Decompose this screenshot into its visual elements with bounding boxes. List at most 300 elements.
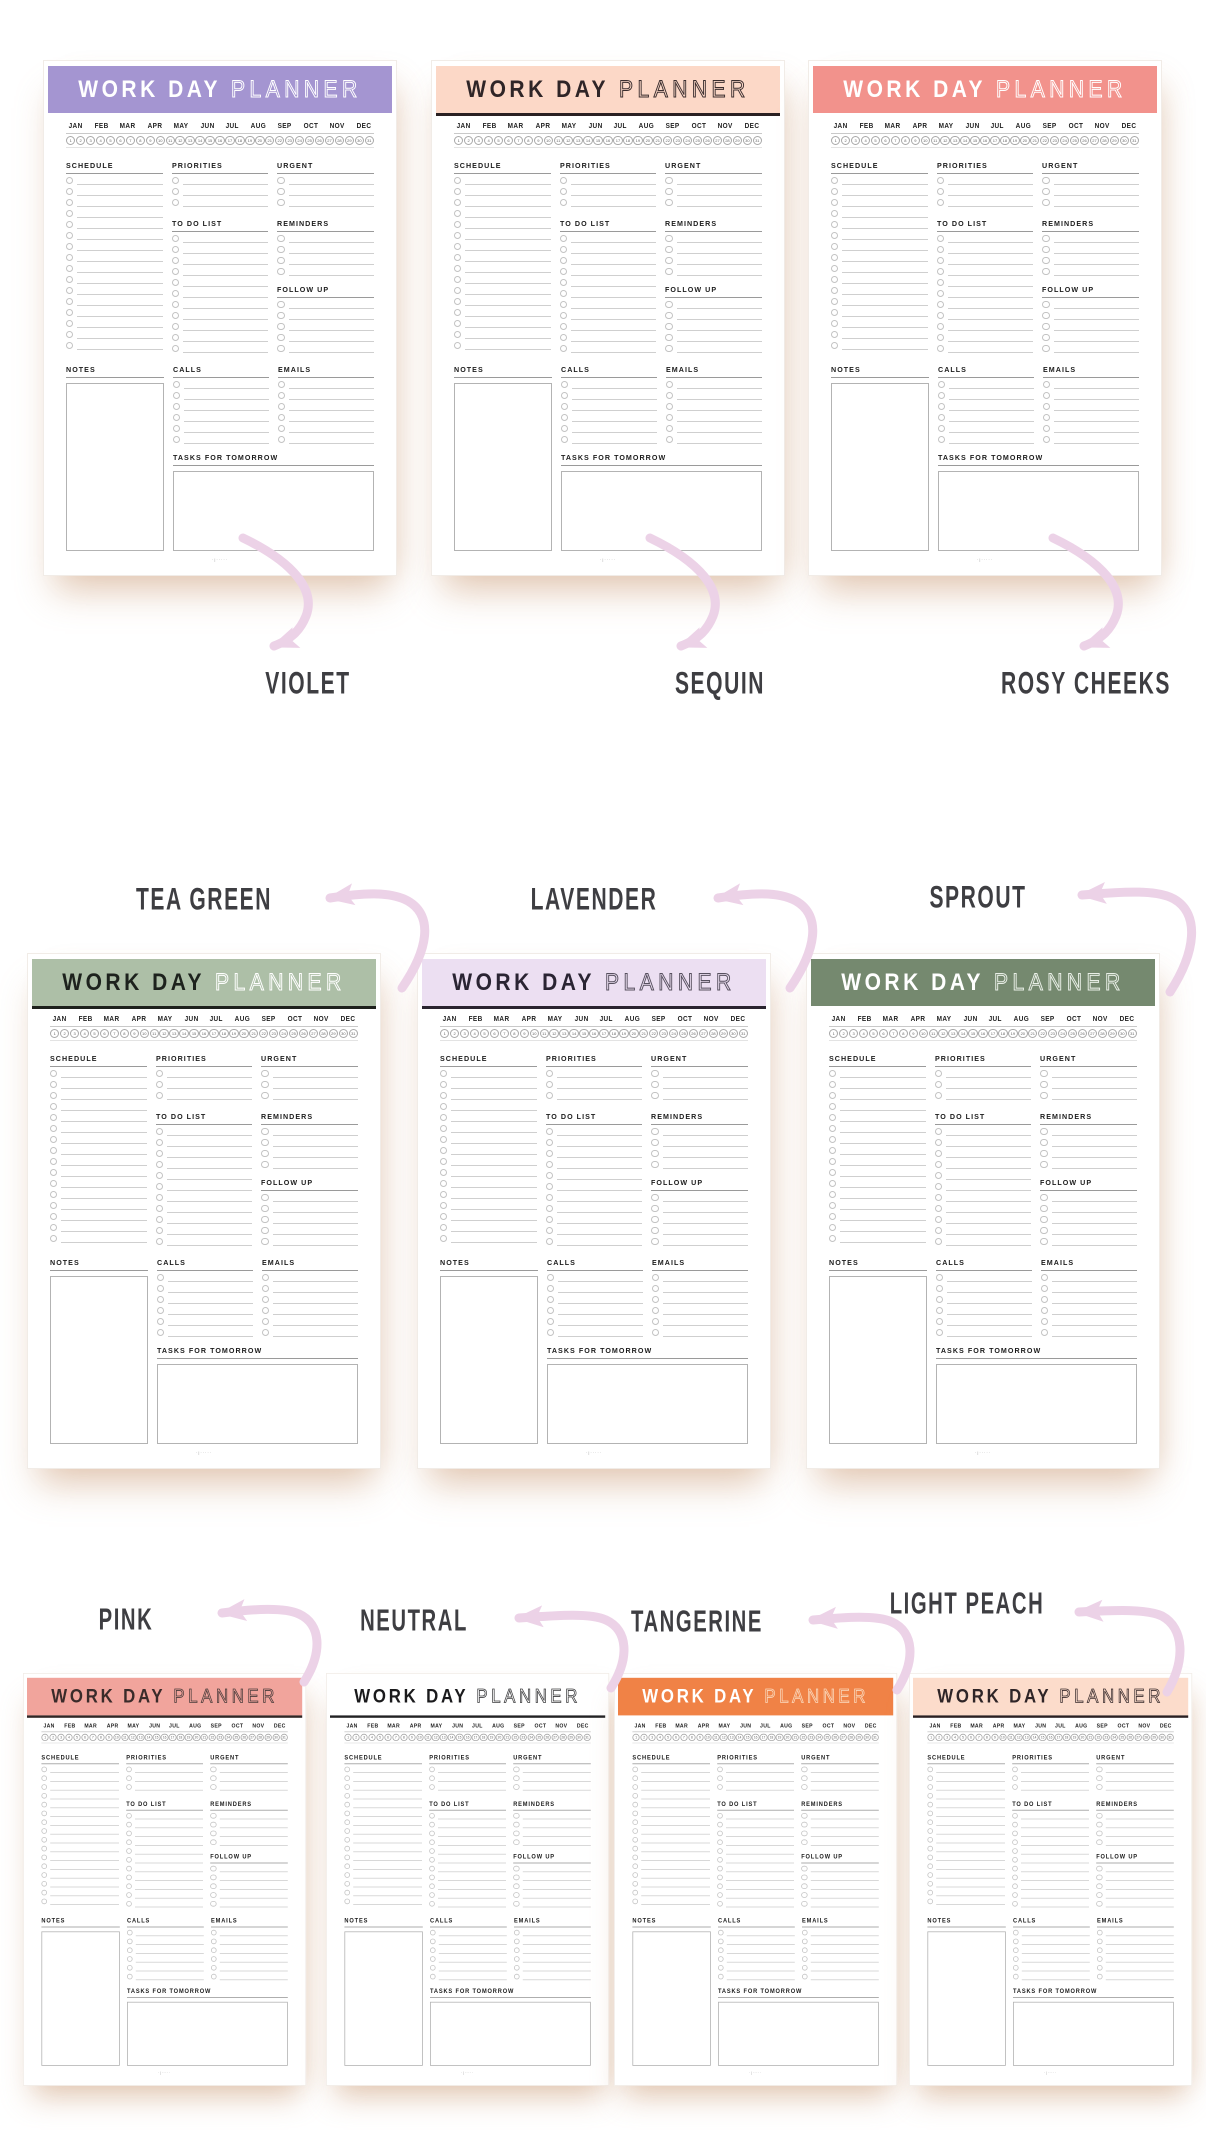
write-line xyxy=(1052,1234,1137,1246)
list-line xyxy=(41,1897,118,1906)
bullet-circle-icon xyxy=(261,1194,268,1201)
bullet-circle-icon xyxy=(927,1793,933,1799)
section-reminders xyxy=(277,219,374,276)
write-line xyxy=(439,1971,507,1981)
write-line xyxy=(61,1231,146,1243)
bullet-circle-icon xyxy=(210,1901,216,1907)
bullet-circle-icon xyxy=(41,1828,47,1834)
write-line xyxy=(183,341,268,353)
bullet-circle-icon xyxy=(454,232,461,239)
list-line xyxy=(277,265,374,276)
month-label: JUN xyxy=(588,122,603,130)
section-label-text: TO DO LIST xyxy=(1011,1800,1053,1808)
month-label: FEB xyxy=(63,1723,76,1729)
bullet-circle-icon xyxy=(277,235,284,242)
bullet-circle-icon xyxy=(1013,1974,1019,1980)
month-label: MAR xyxy=(882,1015,899,1023)
bullet-circle-icon xyxy=(651,1150,658,1157)
bullet-circle-icon xyxy=(211,1965,217,1971)
planner-header xyxy=(48,66,392,113)
month-label: JUL xyxy=(988,1015,1003,1023)
month-label: SEP xyxy=(277,122,292,130)
date-number: 18 xyxy=(178,1735,183,1740)
date-number: 21 xyxy=(202,1735,207,1740)
month-label: MAR xyxy=(387,1723,401,1729)
bullet-circle-icon xyxy=(666,425,673,432)
bullet-circle-icon xyxy=(277,334,284,341)
bullet-circle-icon xyxy=(278,392,285,399)
bullet-circle-icon xyxy=(1096,1892,1102,1898)
bottom-area xyxy=(440,1258,748,1444)
write-line xyxy=(948,195,1033,207)
date-number: 29 xyxy=(733,136,742,145)
date-number: 11 xyxy=(712,1734,720,1742)
bullet-circle-icon xyxy=(927,1784,933,1790)
section-followup xyxy=(1040,1178,1137,1246)
date-number: 3 xyxy=(360,1734,368,1742)
list-line xyxy=(211,1972,288,1981)
bullet-circle-icon xyxy=(665,235,672,242)
column-calls xyxy=(718,1917,795,1980)
bullet-circle-icon xyxy=(938,425,945,432)
section-label-text: URGENT xyxy=(277,161,314,171)
notes-box xyxy=(41,1932,119,2066)
date-number: 14 xyxy=(449,1735,454,1740)
bullet-circle-icon xyxy=(513,1892,519,1898)
write-line xyxy=(184,432,269,444)
bullet-circle-icon xyxy=(1012,1892,1018,1898)
bullet-circle-icon xyxy=(831,276,838,283)
bullet-circle-icon xyxy=(936,1329,943,1336)
bullet-circle-icon xyxy=(1097,1948,1103,1954)
bullet-circle-icon xyxy=(829,1191,836,1198)
section-followup xyxy=(210,1853,287,1907)
bullet-circle-icon xyxy=(513,1813,519,1819)
section-label-text: TO DO LIST xyxy=(155,1112,206,1122)
date-number: 17 xyxy=(599,1029,608,1038)
bullet-circle-icon xyxy=(173,381,180,388)
bullet-circle-icon xyxy=(665,188,672,195)
date-number: 7 xyxy=(89,1734,97,1742)
bullet-circle-icon xyxy=(831,243,838,250)
section-emails xyxy=(262,1258,358,1337)
color-label-tea-green xyxy=(117,881,292,917)
bullet-circle-icon xyxy=(429,1892,435,1898)
section-reminders xyxy=(1040,1112,1137,1169)
bullet-circle-icon xyxy=(261,1070,268,1077)
month-label: OCT xyxy=(534,1723,547,1729)
header-rule xyxy=(436,113,780,116)
bullet-circle-icon xyxy=(831,210,838,217)
date-number: 23 xyxy=(1050,136,1059,145)
bullet-circle-icon xyxy=(50,1136,57,1143)
date-number: 14 xyxy=(583,136,592,145)
calls-emails-row xyxy=(430,1917,591,1980)
color-label-pink xyxy=(91,1601,161,1637)
bullet-circle-icon xyxy=(560,345,567,352)
list-line xyxy=(127,1972,204,1981)
column-calls xyxy=(938,365,1034,444)
notes-section xyxy=(831,365,929,551)
planner-card-pink xyxy=(23,1673,306,2086)
write-line xyxy=(168,1325,253,1337)
bullet-circle-icon xyxy=(560,334,567,341)
color-label-text: TEA GREEN xyxy=(135,881,273,917)
date-number: 28 xyxy=(1100,136,1109,145)
color-label-text: SPROUT xyxy=(929,879,1027,915)
write-line xyxy=(936,1896,1004,1906)
calls-emails-tasks-area xyxy=(547,1258,748,1444)
bullet-circle-icon xyxy=(717,1776,723,1782)
month-label: MAR xyxy=(507,122,524,130)
bullet-circle-icon xyxy=(261,1205,268,1212)
bullet-circle-icon xyxy=(632,1811,638,1817)
bullet-circle-icon xyxy=(665,268,672,275)
bullet-circle-icon xyxy=(937,188,944,195)
calls-emails-row xyxy=(1013,1917,1174,1980)
column-calls xyxy=(547,1258,643,1337)
date-number: 2 xyxy=(841,136,850,145)
month-label: AUG xyxy=(638,122,655,130)
bullet-circle-icon xyxy=(278,381,285,388)
section-calls xyxy=(173,365,269,444)
bullet-circle-icon xyxy=(344,1820,350,1826)
bullet-circle-icon xyxy=(127,1974,133,1980)
write-line xyxy=(663,1234,748,1246)
bullet-circle-icon xyxy=(1040,1205,1047,1212)
bottom-area xyxy=(66,365,374,551)
column-emails xyxy=(666,365,762,444)
planner-column xyxy=(1040,1054,1137,1246)
month-label: AUG xyxy=(1015,122,1032,130)
bullet-circle-icon xyxy=(546,1227,553,1234)
planner-column xyxy=(546,1054,643,1246)
date-number: 27 xyxy=(1088,1029,1097,1038)
bullet-circle-icon xyxy=(156,1128,163,1135)
section-label-text: REMINDERS xyxy=(801,1800,844,1808)
write-line xyxy=(135,1898,203,1908)
bullet-circle-icon xyxy=(938,403,945,410)
section-emails xyxy=(1097,1917,1174,1980)
bullet-circle-icon xyxy=(1040,1161,1047,1168)
title-workday: WORK DAY xyxy=(466,75,610,103)
section-schedule xyxy=(440,1054,537,1243)
date-number: 20 xyxy=(255,136,264,145)
date-number: 4 xyxy=(96,136,105,145)
bullet-circle-icon xyxy=(829,1213,836,1220)
bullet-circle-icon xyxy=(651,1139,658,1146)
month-label: AUG xyxy=(492,1723,505,1729)
list-line xyxy=(261,1158,358,1169)
list-line xyxy=(651,1089,748,1100)
month-label: AUG xyxy=(780,1723,793,1729)
bullet-circle-icon xyxy=(41,1767,47,1773)
list-line xyxy=(547,1326,643,1337)
calls-emails-tasks-area xyxy=(561,365,762,551)
bullet-circle-icon xyxy=(718,1948,724,1954)
column-emails xyxy=(1043,365,1139,444)
planner-card-light-peach xyxy=(909,1673,1192,2086)
write-line xyxy=(842,338,927,350)
section-label-text: FOLLOW UP xyxy=(261,1178,314,1188)
date-number: 20 xyxy=(629,1029,638,1038)
section-label-text: EMAILS xyxy=(651,1258,686,1268)
date-number: 9 xyxy=(909,1029,918,1038)
section-label-text: PRIORITIES xyxy=(428,1754,470,1762)
month-label: MAY xyxy=(1013,1723,1026,1729)
month-label: AUG xyxy=(250,122,267,130)
month-label: APR xyxy=(409,1723,422,1729)
planner-column xyxy=(1042,161,1139,353)
month-label: DEC xyxy=(356,122,372,130)
write-line xyxy=(522,1837,590,1847)
date-number: 20 xyxy=(643,136,652,145)
date-number: 15 xyxy=(970,136,979,145)
month-label: OCT xyxy=(231,1723,244,1729)
bullet-circle-icon xyxy=(440,1169,447,1176)
section-label-notes xyxy=(66,365,164,378)
list-line xyxy=(1041,1326,1137,1337)
brand-mark: ·|····· xyxy=(158,2070,172,2075)
date-number: 22 xyxy=(1096,1735,1101,1740)
section-label-text: FOLLOW UP xyxy=(1040,1178,1093,1188)
date-number: 3 xyxy=(86,136,95,145)
bullet-circle-icon xyxy=(937,246,944,253)
date-number: 6 xyxy=(116,136,125,145)
list-line xyxy=(126,1899,203,1908)
bullet-circle-icon xyxy=(277,312,284,319)
month-label: NOV xyxy=(1094,122,1110,130)
bullet-circle-icon xyxy=(801,1831,807,1837)
bullet-circle-icon xyxy=(41,1820,47,1826)
bullet-circle-icon xyxy=(1042,257,1049,264)
section-label-text: FOLLOW UP xyxy=(665,285,718,295)
bullet-circle-icon xyxy=(66,221,73,228)
section-urgent xyxy=(277,161,374,207)
bullet-circle-icon xyxy=(278,436,285,443)
bullet-circle-icon xyxy=(935,1227,942,1234)
list-line xyxy=(935,1235,1032,1246)
bullet-circle-icon xyxy=(1013,1948,1019,1954)
bullet-circle-icon xyxy=(454,199,461,206)
bullet-circle-icon xyxy=(126,1875,132,1881)
date-number: 21 xyxy=(1030,136,1039,145)
bullet-circle-icon xyxy=(665,312,672,319)
write-line xyxy=(558,1325,643,1337)
bottom-area xyxy=(632,1917,878,2066)
bullet-circle-icon xyxy=(41,1846,47,1852)
date-number: 4 xyxy=(80,1029,89,1038)
calls-emails-row xyxy=(718,1917,879,1980)
date-number: 3 xyxy=(943,1734,951,1742)
date-number: 28 xyxy=(709,1029,718,1038)
brand-mark: ·|····· xyxy=(599,557,617,563)
bullet-circle-icon xyxy=(278,414,285,421)
date-number: 18 xyxy=(769,1735,774,1740)
bullet-circle-icon xyxy=(261,1161,268,1168)
color-label-text: ROSY CHEEKS xyxy=(1000,665,1172,701)
bullet-circle-icon xyxy=(262,1329,269,1336)
section-label-text: TO DO LIST xyxy=(125,1800,167,1808)
month-label: AUG xyxy=(1013,1015,1030,1023)
bullet-circle-icon xyxy=(801,1840,807,1846)
date-number: 1 xyxy=(440,1029,449,1038)
bullet-circle-icon xyxy=(429,1776,435,1782)
planner-wrap-sprout xyxy=(806,953,1160,1469)
date-number: 9 xyxy=(408,1734,416,1742)
write-line xyxy=(438,1781,506,1791)
bullet-circle-icon xyxy=(1013,1939,1019,1945)
bullet-circle-icon xyxy=(927,1767,933,1773)
date-number: 15 xyxy=(1040,1735,1045,1740)
list-line xyxy=(1042,265,1139,276)
bullet-circle-icon xyxy=(1042,312,1049,319)
date-number: 18 xyxy=(219,1029,228,1038)
bullet-circle-icon xyxy=(829,1169,836,1176)
section-emails xyxy=(666,365,762,444)
month-label: APR xyxy=(147,122,163,130)
bullet-circle-icon xyxy=(277,188,284,195)
bullet-circle-icon xyxy=(546,1092,553,1099)
bullet-circle-icon xyxy=(430,1956,436,1962)
section-label-text: FOLLOW UP xyxy=(210,1853,253,1861)
section-emails xyxy=(802,1917,879,1980)
color-label-rosy-cheeks xyxy=(977,665,1195,701)
bullet-circle-icon xyxy=(802,1930,808,1936)
section-label-text: SCHEDULE xyxy=(344,1754,383,1762)
bullet-circle-icon xyxy=(546,1216,553,1223)
date-number: 26 xyxy=(1080,136,1089,145)
bullet-circle-icon xyxy=(1012,1831,1018,1837)
date-number: 21 xyxy=(1088,1735,1093,1740)
calls-emails-tasks-area xyxy=(157,1258,358,1444)
bullet-circle-icon xyxy=(344,1828,350,1834)
month-label: OCT xyxy=(691,122,707,130)
bullet-circle-icon xyxy=(50,1158,57,1165)
planner-card-sequin xyxy=(431,60,785,576)
bullet-circle-icon xyxy=(666,381,673,388)
bullet-circle-icon xyxy=(1097,1939,1103,1945)
write-line xyxy=(663,1157,748,1169)
write-line xyxy=(677,432,762,444)
section-label-text: TO DO LIST xyxy=(545,1112,596,1122)
date-number: 25 xyxy=(1070,136,1079,145)
date-number: 11 xyxy=(540,1029,549,1038)
section-label-tasks xyxy=(157,1346,358,1359)
section-label-text: EMAILS xyxy=(801,1917,829,1925)
bullet-circle-icon xyxy=(66,309,73,316)
bullet-circle-icon xyxy=(41,1837,47,1843)
section-urgent xyxy=(651,1054,748,1100)
bullet-circle-icon xyxy=(172,312,179,319)
section-todo xyxy=(935,1112,1032,1246)
bullet-circle-icon xyxy=(277,345,284,352)
section-label-text: NOTES xyxy=(66,365,96,375)
date-number: 17 xyxy=(473,1735,478,1740)
planner-card-tea-green xyxy=(27,953,381,1469)
bullet-circle-icon xyxy=(1040,1081,1047,1088)
section-label-text: PRIORITIES xyxy=(125,1754,167,1762)
bullet-circle-icon xyxy=(261,1128,268,1135)
date-number: 31 xyxy=(365,136,374,145)
tasks-box xyxy=(157,1364,358,1444)
date-number: 19 xyxy=(777,1735,782,1740)
list-line xyxy=(546,1089,643,1100)
bullet-circle-icon xyxy=(440,1202,447,1209)
column-emails xyxy=(211,1917,288,1980)
bullet-circle-icon xyxy=(50,1114,57,1121)
month-label: JAN xyxy=(831,1015,846,1023)
date-number: 2 xyxy=(935,1734,943,1742)
list-line xyxy=(560,196,657,207)
bullet-circle-icon xyxy=(1012,1784,1018,1790)
bullet-circle-icon xyxy=(211,1974,217,1980)
bullet-circle-icon xyxy=(1096,1884,1102,1890)
date-number: 26 xyxy=(1128,1735,1132,1740)
section-label-text: EMAILS xyxy=(210,1917,238,1925)
section-label-text: EMAILS xyxy=(665,365,700,375)
planner-header xyxy=(330,1678,605,1716)
bullet-circle-icon xyxy=(440,1224,447,1231)
bullet-circle-icon xyxy=(831,177,838,184)
color-label-text: VIOLET xyxy=(265,665,351,701)
month-label: FEB xyxy=(857,1015,872,1023)
date-number: 18 xyxy=(998,1029,1007,1038)
bullet-circle-icon xyxy=(157,1274,164,1281)
date-number: 8 xyxy=(400,1734,408,1742)
bullet-circle-icon xyxy=(831,254,838,261)
list-line xyxy=(277,342,374,353)
bullet-circle-icon xyxy=(1012,1857,1018,1863)
date-number: 7 xyxy=(500,1029,509,1038)
list-line xyxy=(173,433,269,444)
month-label: DEC xyxy=(864,1723,877,1729)
bullet-circle-icon xyxy=(829,1158,836,1165)
title-planner: PLANNER xyxy=(231,75,362,103)
brand-mark: ·|····· xyxy=(976,557,994,563)
notes-section xyxy=(41,1917,119,2066)
header-rule xyxy=(27,1715,302,1717)
date-number: 4 xyxy=(656,1734,664,1742)
bullet-circle-icon xyxy=(172,290,179,297)
section-todo xyxy=(560,219,657,353)
bullet-circle-icon xyxy=(561,392,568,399)
bullet-circle-icon xyxy=(546,1172,553,1179)
bullet-circle-icon xyxy=(718,1965,724,1971)
bullet-circle-icon xyxy=(1043,392,1050,399)
bullet-circle-icon xyxy=(935,1216,942,1223)
bullet-circle-icon xyxy=(514,1974,520,1980)
section-label-text: REMINDERS xyxy=(1042,219,1095,229)
bullet-circle-icon xyxy=(440,1191,447,1198)
bullet-circle-icon xyxy=(172,268,179,275)
section-followup xyxy=(261,1178,358,1246)
section-label-text: PRIORITIES xyxy=(1011,1754,1053,1762)
section-label-text: TASKS FOR TOMORROW xyxy=(546,1346,652,1356)
bullet-circle-icon xyxy=(50,1103,57,1110)
month-label: SEP xyxy=(1042,122,1057,130)
date-number: 26 xyxy=(703,136,712,145)
section-reminders xyxy=(651,1112,748,1169)
bullet-circle-icon xyxy=(547,1274,554,1281)
date-number: 1 xyxy=(66,136,75,145)
write-line xyxy=(946,1234,1031,1246)
planner-card-rosy-cheeks xyxy=(808,60,1162,576)
month-label: JUL xyxy=(990,122,1005,130)
list-line xyxy=(652,1326,748,1337)
bullet-circle-icon xyxy=(1012,1840,1018,1846)
write-line xyxy=(289,195,374,207)
